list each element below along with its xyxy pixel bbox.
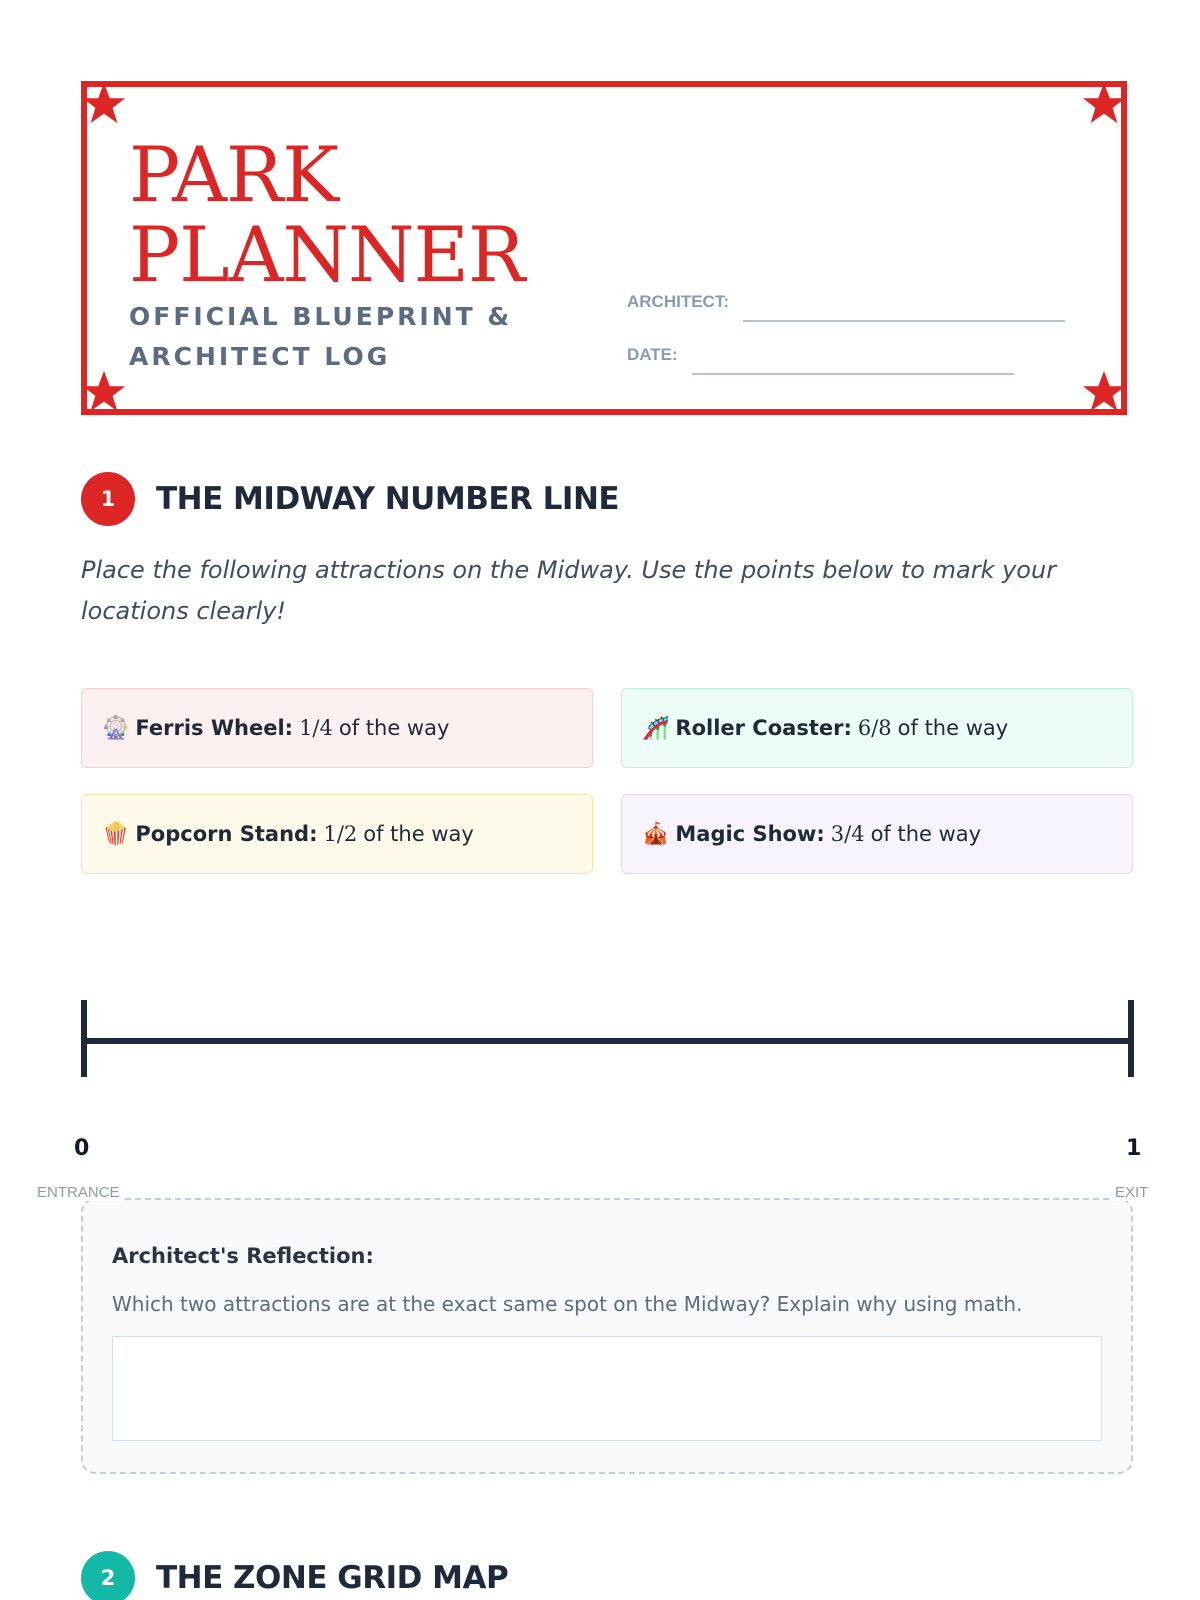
attraction-name: Ferris Wheel:: [135, 716, 294, 740]
section-2-heading: [81, 1551, 508, 1600]
attraction-card-popcorn-stand: [81, 794, 593, 874]
section-number-badge: 1: [81, 472, 135, 526]
star-icon: [81, 369, 127, 415]
attraction-suffix: of the way: [363, 822, 474, 846]
ferris-wheel-icon: 🎡: [102, 715, 130, 741]
number-line-end-value: 1: [1126, 1136, 1142, 1161]
section-title: THE MIDWAY NUMBER LINE: [156, 481, 620, 517]
date-label: DATE:: [627, 345, 678, 364]
reflection-box: [81, 1198, 1133, 1474]
attraction-fraction: 3/4: [830, 822, 865, 846]
attraction-suffix: of the way: [897, 716, 1009, 740]
reflection-title: Architect's Reflection:: [112, 1244, 374, 1268]
entrance-label: ENTRANCE: [37, 1184, 120, 1201]
star-icon: [81, 81, 127, 127]
circus-tent-icon: 🎪: [642, 821, 670, 847]
reflection-answer-field[interactable]: [112, 1336, 1102, 1441]
section-1-heading: [81, 472, 619, 526]
attraction-name: Roller Coaster:: [675, 716, 852, 740]
section-number-badge: 2: [81, 1551, 135, 1600]
attraction-card-roller-coaster: [621, 688, 1133, 768]
attraction-fraction: 1/2: [323, 822, 358, 846]
section-title: THE ZONE GRID MAP: [156, 1560, 509, 1596]
roller-coaster-icon: 🎢: [642, 715, 670, 741]
architect-write-line[interactable]: [743, 320, 1065, 322]
popcorn-icon: 🍿: [102, 821, 130, 847]
attraction-name: Magic Show:: [675, 822, 825, 846]
attraction-name: Popcorn Stand:: [135, 822, 318, 846]
number-line-start-value: 0: [74, 1136, 90, 1161]
title-line-2: PLANNER: [129, 210, 525, 299]
attraction-fraction: 6/8: [857, 716, 892, 740]
title-line-1: PARK: [129, 130, 339, 219]
star-icon: [1081, 81, 1127, 127]
date-write-line[interactable]: [692, 373, 1014, 375]
attraction-suffix: of the way: [338, 716, 450, 740]
page-title: [129, 130, 525, 299]
reflection-question: Which two attractions are at the exact same spot on the Midway? Explain why using math.: [112, 1292, 1023, 1316]
midway-number-line[interactable]: [0, 960, 1200, 1200]
attraction-card-ferris-wheel: [81, 688, 593, 768]
page-subtitle: OFFICIAL BLUEPRINT & ARCHITECT LOG: [129, 302, 513, 371]
date-field[interactable]: [627, 345, 1014, 365]
instructions-text: Place the following attractions on the Midway. Use the points below to mark your locations clearly!: [81, 556, 1057, 625]
attraction-fraction: 1/4: [299, 716, 333, 740]
exit-label: EXIT: [1115, 1184, 1149, 1201]
star-icon: [1081, 369, 1127, 415]
attraction-suffix: of the way: [870, 822, 982, 846]
attraction-card-magic-show: [621, 794, 1133, 874]
architect-label: ARCHITECT:: [627, 292, 729, 311]
header-card: [81, 81, 1127, 415]
architect-field[interactable]: [627, 292, 1065, 312]
